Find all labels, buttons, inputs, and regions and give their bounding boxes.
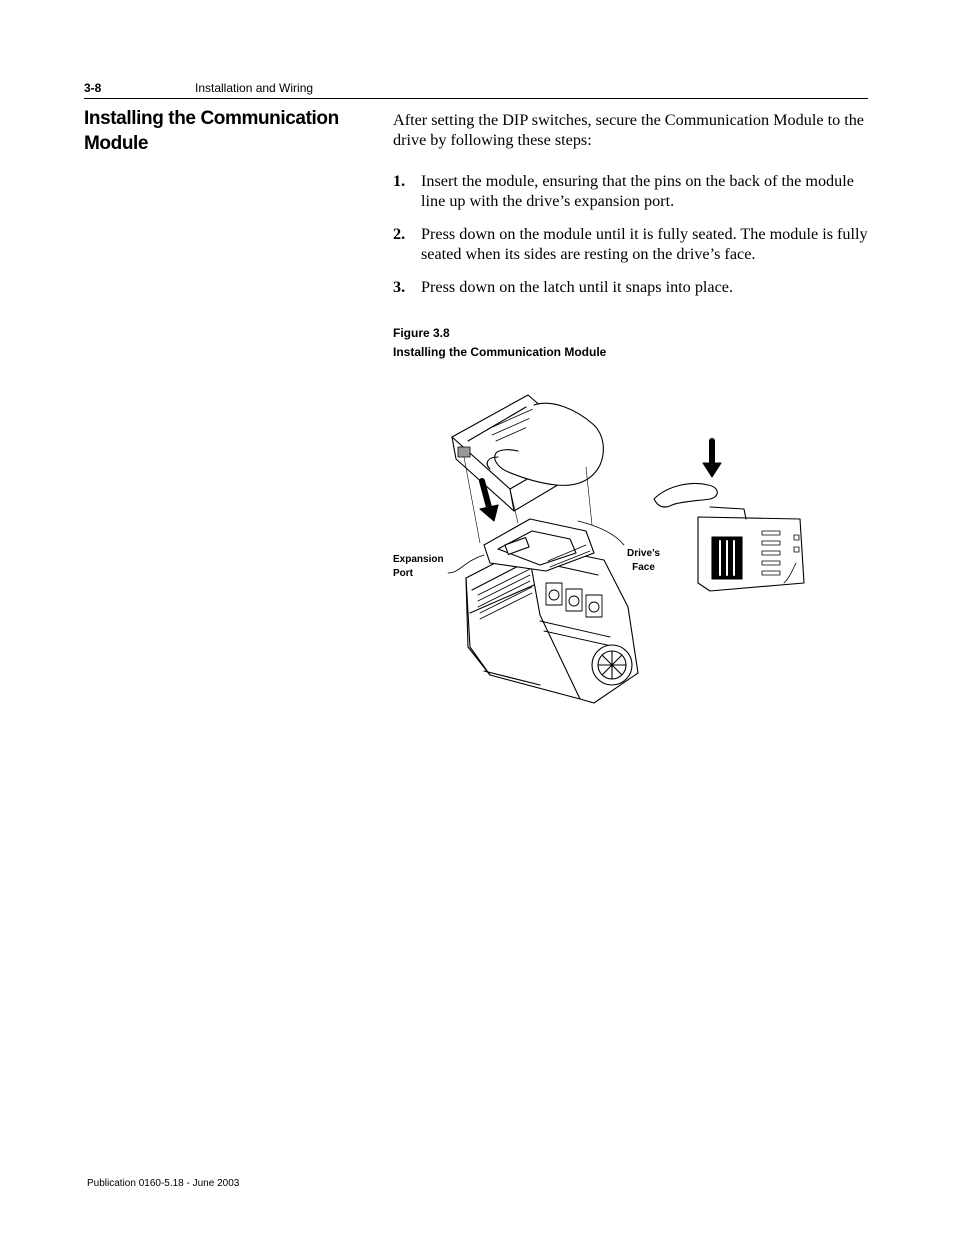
step-item [393,171,871,211]
fan-icon [592,645,632,685]
page-number: 3-8 [84,81,102,95]
callout-drives-face [627,547,660,575]
module-installation-illustration [380,385,840,725]
publication-footer: Publication 0160-5.18 - June 2003 [87,1178,240,1189]
figure-number: Figure 3.8 [393,326,450,340]
step-text: Insert the module, ensuring that the pins on the back of the module line up with the drive’s expansion port. [421,172,854,210]
callout-expansion-port [393,553,444,581]
section-heading: Installing the Communication Module [84,108,339,154]
drive-body [466,519,638,703]
insert-arrow-icon [480,481,498,521]
step-item [393,224,871,264]
finger-icon [654,484,717,507]
latch-detail [654,441,804,591]
callout-line: Expansion [393,554,444,565]
callout-line: Drive’s [627,548,660,559]
step-number: 1. [393,172,406,190]
figure-caption: Installing the Communication Module [393,345,607,359]
chapter-title: Installation and Wiring [195,81,314,95]
step-item [393,277,871,297]
press-arrow-icon [703,441,721,477]
step-text: Press down on the module until it is fully seated. The module is fully seated when its sides are resting on the drive’s face. [421,225,868,263]
intro-paragraph: After setting the DIP switches, secure the Communication Module to the drive by following these steps: [393,111,864,149]
step-text: Press down on the latch until it snaps into place. [421,278,734,296]
header-rule [84,98,868,99]
step-number: 3. [393,278,406,296]
step-number: 2. [393,225,406,243]
callout-line: Port [393,568,413,579]
callout-line: Face [632,562,655,573]
